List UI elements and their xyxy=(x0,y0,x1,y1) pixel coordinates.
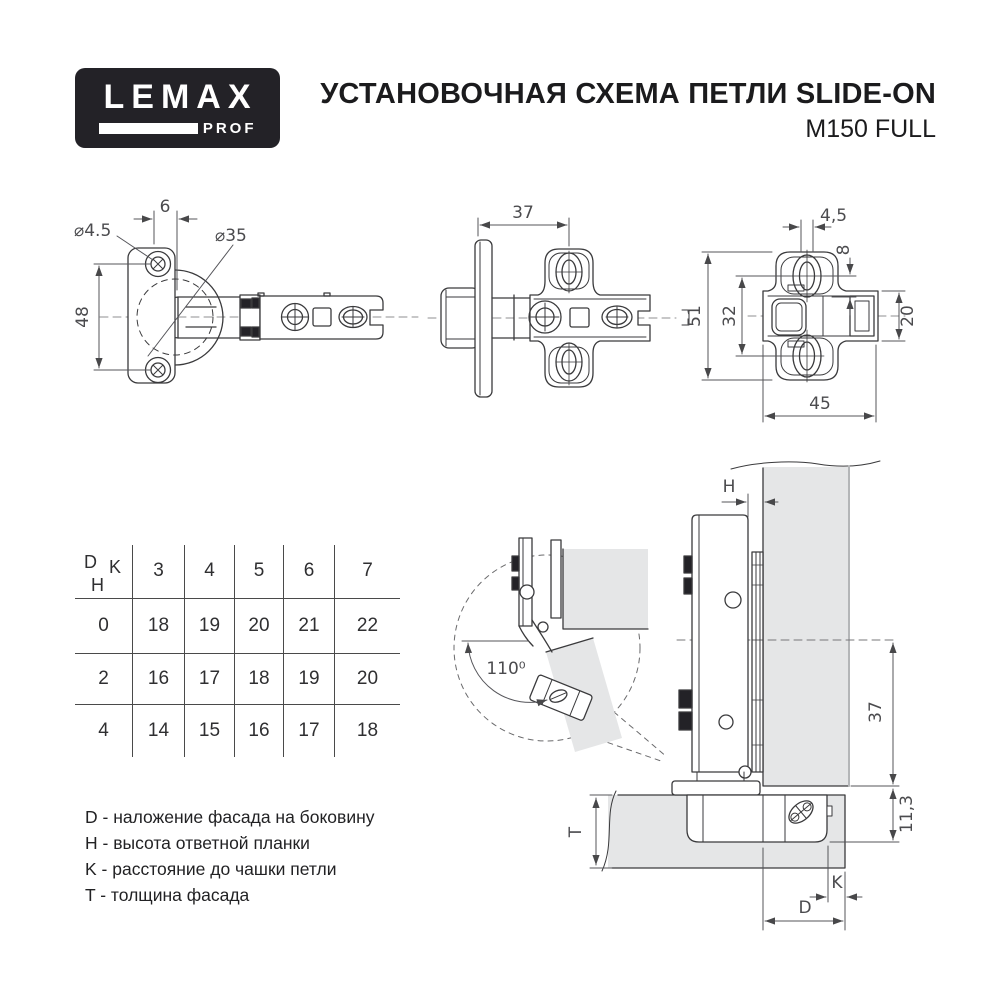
column-header: 4 xyxy=(185,545,235,598)
dim-k: K xyxy=(831,873,843,893)
column-header: 7 xyxy=(335,545,401,598)
page-title xyxy=(320,78,936,144)
brand-subrow xyxy=(99,121,257,136)
cup-side xyxy=(441,288,480,348)
table-row xyxy=(75,704,400,757)
legend-item-d: D - наложение фасада на боковину xyxy=(85,807,375,827)
row-label: 4 xyxy=(75,704,133,757)
brand-name: LEMAX xyxy=(103,78,258,116)
table-cell: 15 xyxy=(185,704,235,757)
corner-d-label: D xyxy=(84,552,97,572)
dim-hole-diameter: ⌀4.5 xyxy=(74,221,112,241)
installation-section xyxy=(454,461,917,930)
dim-hole-offset: 6 xyxy=(159,197,171,217)
table-header-row xyxy=(75,545,400,598)
dim-plate-height: 51 xyxy=(685,305,705,327)
overlay-table xyxy=(75,545,400,757)
table-corner-cell xyxy=(75,545,133,598)
dim-cup-depth: 11,3 xyxy=(897,795,917,833)
legend-item-k: K - расстояние до чашки петли xyxy=(85,859,337,879)
table-cell: 19 xyxy=(185,598,235,653)
corner-h-label: H xyxy=(91,575,104,595)
table-row xyxy=(75,598,400,653)
dim-body-height: 20 xyxy=(898,305,918,327)
column-header: 3 xyxy=(133,545,185,598)
dim-d: D xyxy=(798,898,812,918)
dim-slot-offset: 8 xyxy=(834,244,854,256)
cross-mounting-plate xyxy=(529,249,650,387)
table-cell: 21 xyxy=(284,598,335,653)
dim-plate-width: 45 xyxy=(809,394,831,414)
opening-angle-detail xyxy=(454,538,667,761)
dim-drilling-distance: 37 xyxy=(512,203,534,223)
top-view-drawing xyxy=(428,203,689,397)
legend xyxy=(85,804,375,908)
table-cell: 18 xyxy=(335,704,401,757)
cup-flange xyxy=(672,781,760,795)
table-cell: 17 xyxy=(284,704,335,757)
row-label: 2 xyxy=(75,653,133,704)
table-cell: 18 xyxy=(133,598,185,653)
corner-k-label: K xyxy=(109,557,122,577)
table-cell: 20 xyxy=(235,598,284,653)
mounting-strip xyxy=(752,552,763,772)
dim-hole-spacing: 32 xyxy=(720,305,740,327)
cross-plate-body xyxy=(763,250,878,382)
dim-plate-height: 48 xyxy=(73,306,93,328)
title-line2: M150 FULL xyxy=(805,115,936,143)
row-label: 0 xyxy=(75,598,133,653)
front-view-drawing xyxy=(73,197,418,383)
table-cell: 19 xyxy=(284,653,335,704)
table-row xyxy=(75,653,400,704)
table-cell: 18 xyxy=(235,653,284,704)
dim-thickness: T xyxy=(566,826,586,838)
dim-cup-diameter: ⌀35 xyxy=(215,226,247,246)
logo-bar xyxy=(99,123,198,134)
legend-item-h: H - высота ответной планки xyxy=(85,833,310,853)
brand-logo xyxy=(75,68,280,148)
mounting-plate-drawing xyxy=(685,206,918,422)
brand-sub: PROF xyxy=(202,120,257,137)
table-cell: 22 xyxy=(335,598,401,653)
legend-item-t: T - толщина фасада xyxy=(85,885,250,905)
table-cell: 14 xyxy=(133,704,185,757)
panel-detail-gray xyxy=(563,549,648,629)
top-view-dimensions xyxy=(478,203,569,246)
column-header: 6 xyxy=(284,545,335,598)
table-cell: 16 xyxy=(133,653,185,704)
table-cell: 17 xyxy=(185,653,235,704)
dim-h: H xyxy=(722,477,736,497)
hinge-cup-section xyxy=(687,795,832,842)
dim-side-depth: 37 xyxy=(866,701,886,723)
dim-slot-width: 4,5 xyxy=(820,206,848,226)
door-edge-plate xyxy=(475,240,492,397)
table-cell: 16 xyxy=(235,704,284,757)
hinge-side-view xyxy=(672,515,763,795)
dim-opening-angle: 110⁰ xyxy=(486,659,526,679)
column-header: 5 xyxy=(235,545,284,598)
title-line1: УСТАНОВОЧНАЯ СХЕМА ПЕТЛИ SLIDE-ON xyxy=(320,78,936,110)
table-cell: 20 xyxy=(335,653,401,704)
